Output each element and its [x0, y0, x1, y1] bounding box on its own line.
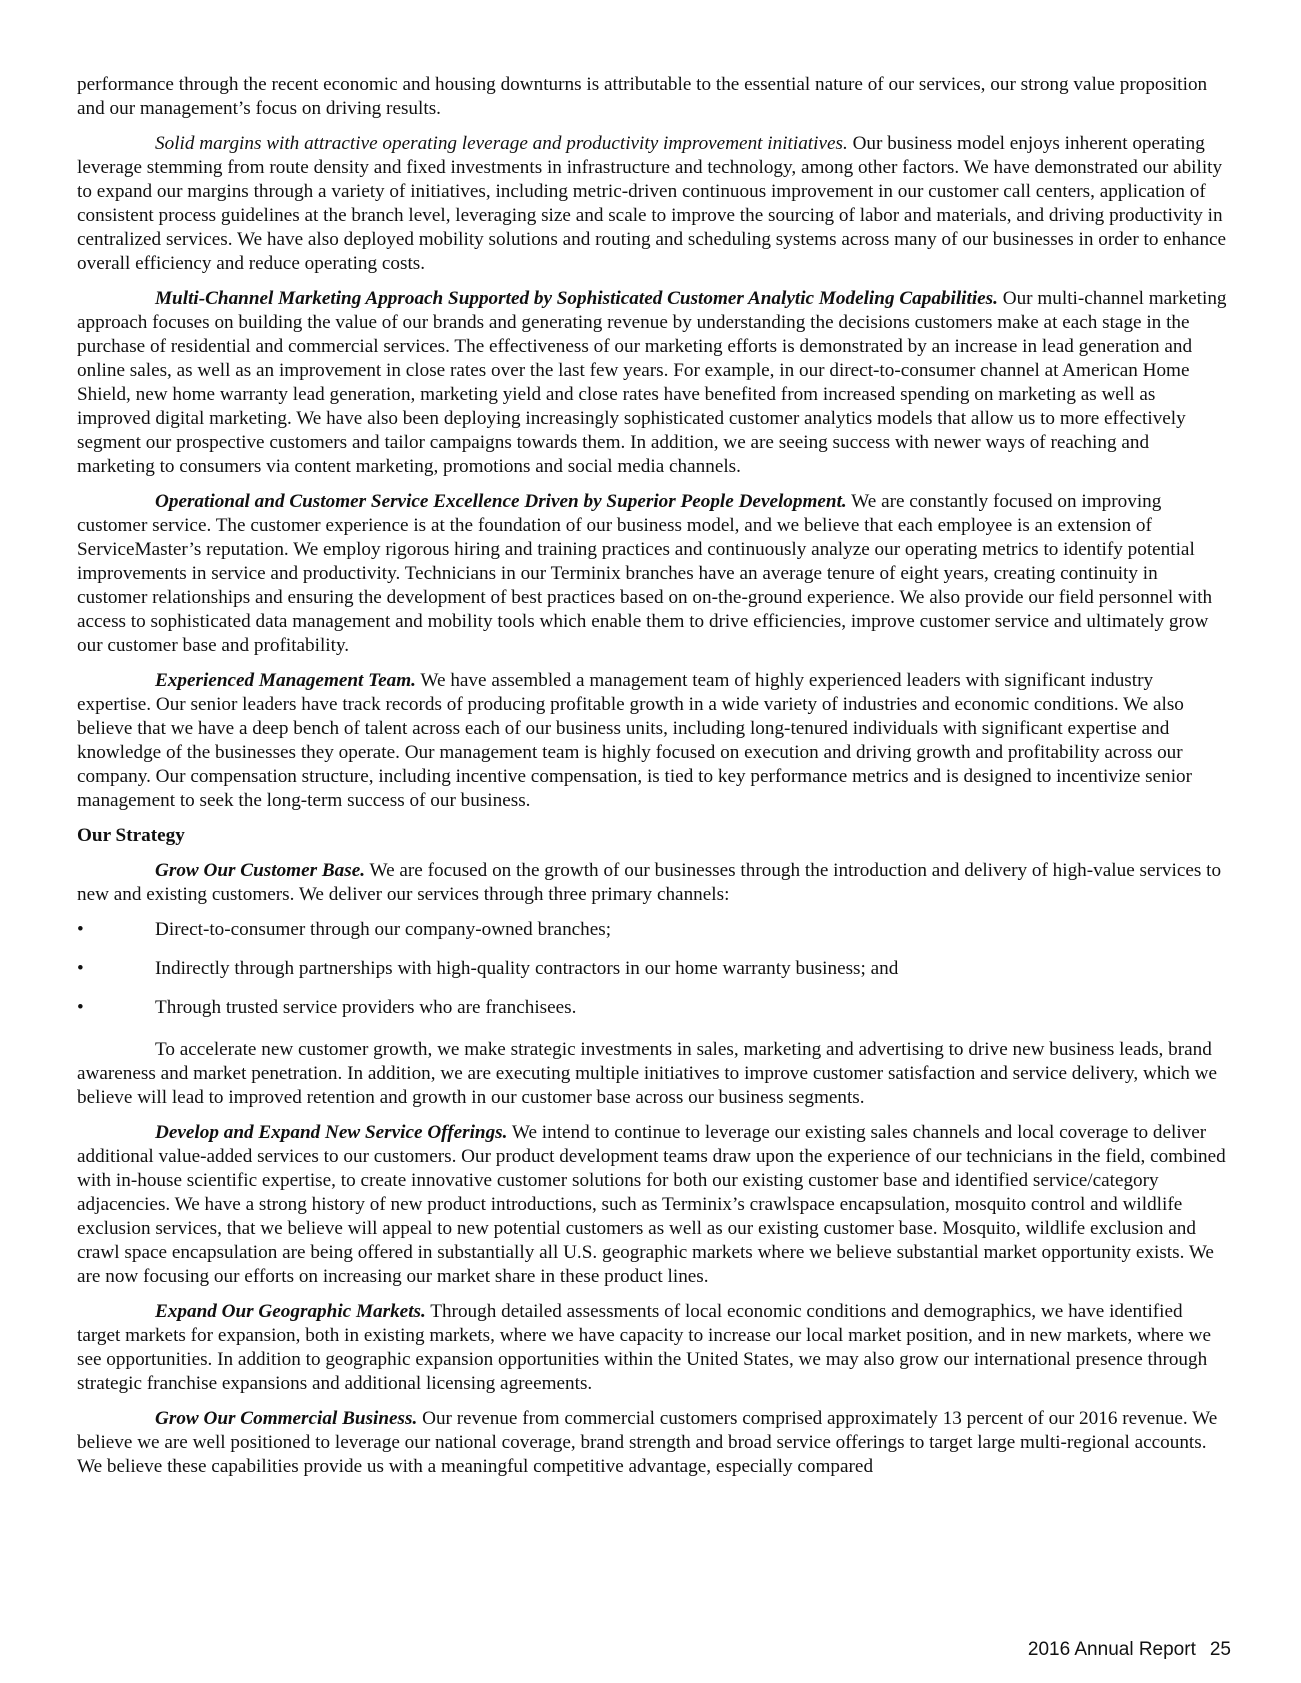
- paragraph-solid-margins: [77, 132, 1229, 276]
- paragraph-operational-excellence: [77, 490, 1229, 658]
- bullet-icon: •: [77, 919, 84, 940]
- list-item: [77, 918, 1229, 942]
- paragraph-commercial-business: [77, 1407, 1229, 1479]
- footer-report-title: 2016 Annual Report: [1027, 1639, 1196, 1660]
- paragraph-body: Our multi-channel marketing approach focuses on building the value of our brands and generating revenue by understanding the decisions customers make at each stage in the purchase of residential and commercial services. The effectiveness of our marketing efforts is demonstrated by an increase in lead generation and online sales, as well as an improvement in close rates over the last few years. For example, in our direct-to-consumer channel at American Home Shield, new home warranty lead generation, marketing yield and close rates have benefited from increased spending on marketing as well as improved digital marketing. We have also been deploying increasingly sophisticated customer analytics models that allow us to more effectively segment our prospective customers and tailor campaigns towards them. In addition, we are seeing success with newer ways of reaching and marketing to consumers via content marketing, promotions and social media channels.: [77, 288, 1227, 477]
- list-item-text: Through trusted service providers who are franchisees.: [155, 997, 577, 1018]
- paragraph-lead: Expand Our Geographic Markets.: [155, 1301, 426, 1322]
- paragraph-body: We are constantly focused on improving customer service. The customer experience is at the foundation of our business model, and we believe that each employee is an extension of ServiceMaster’s reputation. We employ rigorous hiring and training practices and continuously analyze our operating metrics to identify potential improvements in service and productivity. Technicians in our Terminix branches have an average tenure of eight years, creating continuity in customer relationships and ensuring the development of best practices based on on-the-ground experience. We also provide our field personnel with access to sophisticated data management and mobility tools which enable them to drive efficiencies, improve customer service and ultimately grow our customer base and profitability.: [77, 491, 1213, 656]
- paragraph-body: Our business model enjoys inherent operating leverage stemming from route density and fixed investments in infrastructure and technology, among other factors. We have demonstrated our ability to expand our margins through a variety of initiatives, including metric-driven continuous improvement in our customer call centers, application of consistent process guidelines at the branch level, leveraging size and scale to improve the sourcing of labor and materials, and driving productivity in centralized services. We have also deployed mobility solutions and routing and scheduling systems across many of our businesses in order to enhance overall efficiency and reduce operating costs.: [77, 133, 1227, 274]
- paragraph-body: Our revenue from commercial customers comprised approximately 13 percent of our 2016 revenue. We believe we are well positioned to leverage our national coverage, brand strength and broad service offerings to target large multi-regional accounts. We believe these capabilities provide us with a meaningful competitive advantage, especially compared: [77, 1408, 1218, 1477]
- paragraph-lead: Grow Our Customer Base.: [155, 860, 366, 881]
- paragraph-body: Through detailed assessments of local economic conditions and demographics, we have identified target markets for expansion, both in existing markets, where we have capacity to increase our local market position, and in new markets, where we see opportunities. In addition to geographic expansion opportunities within the United States, we may also grow our international presence through strategic franchise expansions and additional licensing agreements.: [77, 1301, 1211, 1394]
- paragraph-continuation: [77, 73, 1229, 121]
- paragraph-body: To accelerate new customer growth, we make strategic investments in sales, marketing and advertising to drive new business leads, brand awareness and market penetration. In addition, we are executing multiple initiatives to improve customer satisfaction and service delivery, which we believe will lead to improved retention and growth in our customer base across our business segments.: [77, 1039, 1218, 1108]
- list-item-text: Direct-to-consumer through our company-owned branches;: [155, 919, 612, 940]
- list-item: [77, 996, 1229, 1020]
- page-number: 25: [1209, 1639, 1231, 1660]
- channel-list: [77, 918, 1229, 1020]
- paragraph-management-team: [77, 669, 1229, 813]
- paragraph-body: performance through the recent economic and housing downturns is attributable to the essential nature of our services, our strong value proposition and our management’s focus on driving results.: [77, 74, 1208, 119]
- paragraph-body: We are focused on the growth of our businesses through the introduction and delivery of high-value services to new and existing customers. We deliver our services through three primary channels:: [77, 860, 1222, 905]
- paragraph-multi-channel-marketing: [77, 287, 1229, 479]
- paragraph-lead: Grow Our Commercial Business.: [155, 1408, 418, 1429]
- paragraph-body: We have assembled a management team of highly experienced leaders with significant industry expertise. Our senior leaders have track records of producing profitable growth in a wide variety of industries and economic conditions. We also believe that we have a deep bench of talent across each of our business units, including long-tenured individuals with significant expertise and knowledge of the businesses they operate. Our management team is highly focused on execution and driving growth and profitability across our company. Our compensation structure, including incentive compensation, is tied to key performance metrics and is designed to incentivize senior management to seek the long-term success of our business.: [77, 670, 1193, 811]
- paragraph-lead: Experienced Management Team.: [155, 670, 416, 691]
- paragraph-geographic-markets: [77, 1300, 1229, 1396]
- paragraph-lead: Multi-Channel Marketing Approach Supported by Sophisticated Customer Analytic Modeling Capabilities.: [155, 288, 998, 309]
- page-footer: [1028, 1639, 1231, 1661]
- paragraph-new-service-offerings: [77, 1121, 1229, 1289]
- bullet-icon: •: [77, 958, 84, 979]
- paragraph-lead: Solid margins with attractive operating leverage and productivity improvement initiatives.: [155, 133, 848, 154]
- paragraph-lead: Develop and Expand New Service Offerings.: [155, 1122, 508, 1143]
- section-heading-our-strategy: Our Strategy: [77, 825, 185, 846]
- document-body: [77, 73, 1229, 1490]
- paragraph-accelerate-growth: [77, 1038, 1229, 1110]
- list-item-text: Indirectly through partnerships with high-quality contractors in our home warranty business; and: [155, 958, 899, 979]
- bullet-icon: •: [77, 997, 84, 1018]
- paragraph-grow-customer-base: [77, 859, 1229, 907]
- paragraph-body: We intend to continue to leverage our existing sales channels and local coverage to deliver additional value-added services to our customers. Our product development teams draw upon the experience of our technicians in the field, combined with in-house scientific expertise, to create innovative customer solutions for both our existing customer base and identified service/category adjacencies. We have a strong history of new product introductions, such as Terminix’s crawlspace encapsulation, mosquito control and wildlife exclusion services, that we believe will appeal to new potential customers as well as our existing customer base. Mosquito, wildlife exclusion and crawl space encapsulation are being offered in substantially all U.S. geographic markets where we believe substantial market opportunity exists. We are now focusing our efforts on increasing our market share in these product lines.: [77, 1122, 1226, 1287]
- list-item: [77, 957, 1229, 981]
- paragraph-lead: Operational and Customer Service Excellence Driven by Superior People Development.: [155, 491, 847, 512]
